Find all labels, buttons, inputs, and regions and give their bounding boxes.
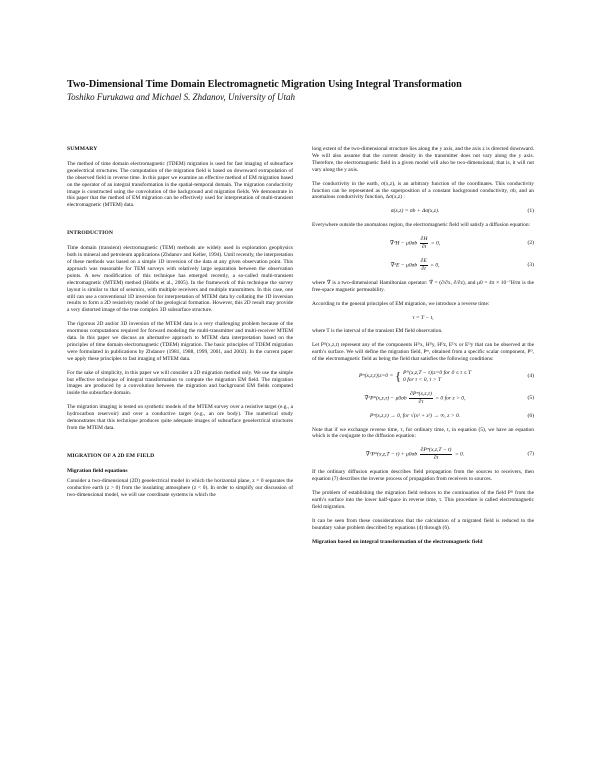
equation-5 — [312, 391, 534, 406]
equation-1-number: (1) — [527, 208, 534, 215]
right-paragraph-10: The problem of establishing the migration field reduces to the continuation of the field Pᴰ from the earth’s surface into the lower half-space in reverse time, τ. This procedure is called electromagnetic field migration. — [312, 490, 534, 510]
equation-5-rhs: = 0 for z > 0, — [435, 395, 466, 402]
equation-3 — [312, 258, 534, 273]
intro-paragraph-1: Time domain (transient) electromagnetic (TEM) methods are widely used in exploration geophysics both in mineral and petroleum applications (Zhdanov and Keller, 1994). Until recently, the interpretation of these methods was based on a simple 1D inversion of the data at any given observation point. This approach was reasonable for TEM surveys with relatively large separation between the observation points. A new modification of this technique has emerged recently, a so-called multi-transient electromagnetic (MTEM) method (Hobbs et al., 2005). In the framework of this technique the survey layout is similar to that of seismics, with multiple receivers and multiple transmitters. In this case, one still can use a conventional 1D inversion for interpretation of MTEM data by collating the 1D inversion results to form a 2D resistivity model of the geological formation. However, this 2D result may provide a very distorted image of the true complex 3D subsurface structure. — [67, 245, 293, 314]
equation-2-rhs: = 0, — [430, 240, 441, 247]
migration-heading: MIGRATION OF A 2D EM FIELD — [67, 452, 155, 459]
equation-7-number: (7) — [527, 451, 534, 458]
equation-2-lhs: ∇̃²H − μ0σb — [389, 240, 418, 247]
equation-6-number: (6) — [527, 412, 534, 419]
intro-paragraph-3: For the sake of simplicity, in this paper we will consider a 2D migration method only. We use the simple but effective technique of integral transformation to compute the migration EM field. The migration images are produced by a convolution between the migration and background EM fields computed inside the subsurface domain. — [67, 369, 293, 397]
right-paragraph-3: Everywhere outside the anomalous region, the electromagnetic field will satisfy a diffusion equation: — [312, 222, 531, 229]
right-paragraph-9: If the ordinary diffusion equation describes field propagation from the sources to receivers, then equation (7) describes the inverse process of propagation from receivers to sources. — [312, 469, 534, 483]
equation-2-fraction — [420, 236, 429, 251]
right-paragraph-11: It can be seen from these considerations that the calculation of a migrated field is reduced to the boundary value problem described by equations (4) through (6). — [312, 517, 534, 531]
equation-tau-body: τ = T − t, — [412, 314, 434, 321]
equation-7-rhs: = 0. — [454, 452, 465, 459]
equation-3-number: (3) — [527, 261, 534, 268]
equation-5-number: (5) — [527, 394, 534, 401]
equation-5-denominator: ∂τ — [418, 398, 424, 405]
equation-7-lhs: ∇̃²Pᵐ(x,z,T − t) + μ0σb — [365, 452, 418, 459]
equation-6 — [312, 413, 534, 420]
equation-4: Pᵐ(x,z,τ)|z=0 = { Pᴰ(x,z,T − τ)|z=0 for 0 ≤ τ ≤ T 0 for τ < 0, τ > T (4) — [358, 369, 534, 384]
paper-title: Two-Dimensional Time Domain Electromagnetic Migration Using Integral Transformation — [67, 79, 462, 90]
equations-subheading: Migration field equations — [67, 467, 128, 474]
right-paragraph-5: According to the general principles of EM migration, we introduce a reverse time: — [312, 300, 490, 307]
equation-7-fraction — [420, 447, 453, 462]
equation-4-case-2: 0 for τ < 0, τ > T — [403, 376, 441, 383]
intro-paragraph-4: The migration imaging is tested on synthetic models of the MTEM survey over a resistive target (e.g., a hydrocarbon reservoir) and over a conductive target (e.g., an ore body). The numerical study demonstrates that this technique produces quite adequate images of subsurface geoelectrical structures from the MTEM data. — [67, 404, 293, 431]
introduction-heading: INTRODUCTION — [67, 230, 113, 237]
equation-2-number: (2) — [527, 240, 534, 247]
equation-4-lhs: Pᵐ(x,z,τ)|z=0 = — [358, 373, 394, 380]
equation-3-rhs: = 0, — [430, 262, 440, 269]
equation-3-numerator: ∂E — [420, 257, 427, 264]
equation-2-numerator: ∂H — [420, 236, 428, 243]
equation-3-fraction — [420, 258, 428, 273]
equation-7-denominator: ∂t — [433, 455, 439, 462]
equation-2-denominator: ∂t — [421, 244, 427, 251]
equation-3-lhs: ∇̃²E − μ0σb — [390, 262, 418, 269]
right-paragraph-8: Note that if we exchange reverse time, τ, for ordinary time, t, in equation (5), we have an equation which is the conjugate to the diffusion equation: — [312, 426, 534, 440]
integral-transformation-subheading: Migration based on integral transformation of the electromagnetic field — [312, 538, 483, 545]
equation-4-number: (4) — [527, 373, 534, 380]
equation-1-body: σ(x,z) = σb + Δσ(x,z). — [390, 208, 440, 215]
equation-6-body: Pᵐ(x,z,τ) → 0, for √(x² + z²) → ∞, z > 0. — [369, 412, 461, 419]
right-paragraph-1: long extent of the two-dimensional structure lies along the y axis, and the axis z is directed downward. We will also assume that the current density in the transmitter does not vary along the y axis. Therefore, the electromagnetic field in a given model will also be two-dimensional; that is, it will not vary along the y axis. — [312, 146, 534, 173]
equation-tau — [312, 315, 534, 322]
right-paragraph-2: The conductivity in the earth, σ(x,z), is an arbitrary function of the coordinates. This conductivity function can be represented as the superposition of a constant background conductivity, σb, and an anomalous conductivity function, Δσ(x,z) : — [312, 180, 534, 201]
summary-heading: SUMMARY — [67, 146, 98, 152]
intro-paragraph-2: The rigorous 2D and/or 3D inversion of the MTEM data is a very challenging problem because of the enormous computations required for forward modeling the multi-transmitter and multi-receiver MTEM data. In this paper we discuss an alternative approach to MTEM data interpretation based on the principles of time domain electromagnetic (TDEM) migration. The basic principles of TDEM migration were formulated in publications by Zhdanov (1981, 1988, 1999, 2001, and 2002). In the current paper we apply these principles to fast imaging of MTEM data. — [67, 321, 293, 362]
right-paragraph-6: where T is the interval of the transient EM field observation. — [312, 328, 443, 335]
equation-3-denominator: ∂t — [421, 265, 426, 272]
equation-4-case-1: Pᴰ(x,z,T − τ)|z=0 for 0 ≤ τ ≤ T — [403, 370, 472, 377]
right-paragraph-7: Let Pᴰ(x,z,t) represent any of the components Hᴰx, Hᴰy, Hᴰz, Eᴰx or Eᴰy that can be observed at the earth’s surface. We will define the migration field, Pᵐ, obtained from a specific scalar component, Pᴰ, of the electromagnetic field as being the field that satisfies the following conditions: — [312, 342, 534, 363]
equation-7 — [312, 447, 534, 462]
equation-1 — [312, 208, 534, 215]
equation-5-numerator: ∂Pᵐ(x,z,τ) — [410, 390, 432, 397]
equation-5-lhs: ∇̃²Pᵐ(x,z,τ) − μ0σb — [364, 395, 407, 402]
summary-paragraph: The method of time domain electromagnetic (TDEM) migration is used for fast imaging of subsurface geoelectrical structures. The computation of the migration field is based on downward extrapolation of the observed field in reverse time. In this paper we examine an effective method of EM migration based on the operator of an integral transformation in the spatial-temporal domain. The migration conductivity image is constructed using the convolution of the background and migration fields. We demonstrate in this paper that the method of EM migration can be effectively used for interpretation of multi-transient electromagnetic (MTEM) data. — [67, 160, 293, 209]
equation-5-fraction — [409, 391, 433, 406]
equation-7-numerator: ∂Pᵐ(x,z,T − t) — [420, 447, 452, 454]
right-column — [312, 146, 534, 548]
paper-authors: Toshiko Furukawa and Michael S. Zhdanov, University of Utah — [67, 92, 295, 102]
migration-paragraph-1: Consider a two-dimensional (2D) geoelectrical model in which the horizontal plane, z = 0 separates the conductive earth (z > 0) from the insulating atmosphere (z < 0). In order to simplify our discussion of two-dimensional model, we will use coordinate systems in which the — [67, 477, 293, 498]
equation-2 — [312, 236, 534, 251]
right-paragraph-4: where ∇̃ is a two-dimensional Hamiltonian operator: ∇̃ = (∂/∂x, ∂/∂z), and μ0 = 4π × 10⁻⁷H/m is the free-space magnetic permeability. — [312, 279, 534, 293]
left-column — [67, 146, 293, 505]
